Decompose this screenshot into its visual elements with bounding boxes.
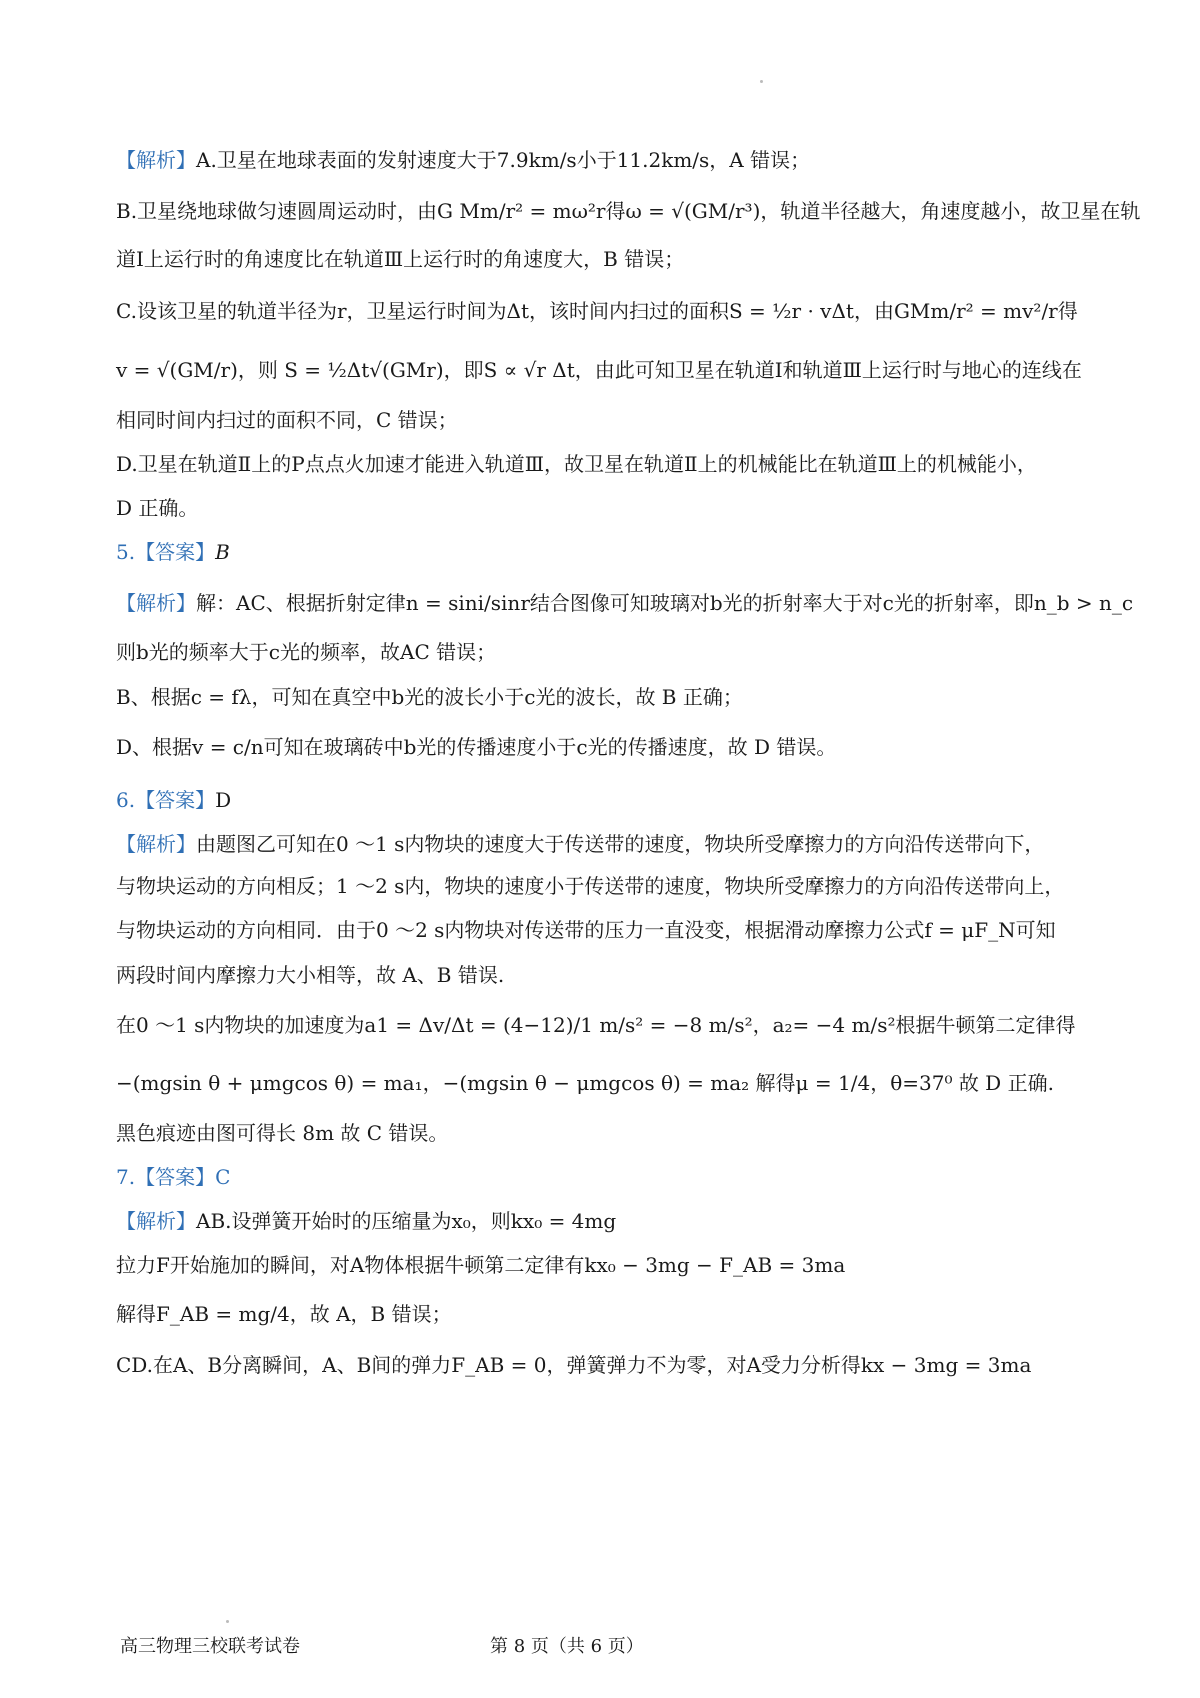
analysis-5-line-3 [116,682,743,712]
analysis-6-line-7 [116,1118,448,1148]
text: D、根据v = c/n可知在玻璃砖中b光的传播速度小于c光的传播速度，故 D 错误。 [116,735,837,759]
answer-5 [116,537,230,567]
analysis-6-line-2 [116,871,1064,901]
answer-7 [116,1162,230,1192]
text: B、根据c = fλ，可知在真空中b光的波长小于c光的波长，故 B 正确； [116,685,743,709]
analysis-5-line-2 [116,637,496,667]
text: 黑色痕迹由图可得长 8m 故 C 错误。 [116,1121,449,1145]
analysis-line-7 [116,449,1037,479]
analysis-tag: 【解析】 [116,832,196,856]
analysis-7-line-4 [116,1350,1031,1380]
answer-tag: 6.【答案】 [116,788,216,812]
text: 两段时间内摩擦力大小相等，故 A、B 错误. [116,963,505,987]
answer-tag: 5.【答案】 [116,540,216,564]
text: 与物块运动的方向相反；1 ～2 s内，物块的速度小于传送带的速度，物块所受摩擦力的方向沿传送带向上， [116,874,1065,898]
footer-title: 高三物理三校联考试卷 [120,1636,300,1657]
footer-page-number: 第 8 页（共 6 页） [490,1636,644,1657]
answer-value: D [215,788,232,812]
analysis-6-line-6 [116,1068,1054,1098]
analysis-6-line-4 [116,960,504,990]
analysis-6-line-1 [116,829,1044,859]
text: 由题图乙可知在0 ～1 s内物块的速度大于传送带的速度，物块所受摩擦力的方向沿传送带向下， [196,832,1045,856]
text: 相同时间内扫过的面积不同，C 错误； [116,408,458,432]
text: A.卫星在地球表面的发射速度大于7.9km/s小于11.2km/s，A 错误； [196,148,811,172]
analysis-6-line-3 [116,915,1056,945]
text: 与物块运动的方向相同．由于0 ～2 s内物块对传送带的压力一直没变，根据滑动摩擦力公式f = μF_N可知 [116,918,1056,942]
analysis-7-line-1 [116,1206,616,1236]
text: −(mgsin θ + μmgcos θ) = ma₁，−(mgsin θ − μmgcos θ) = ma₂ 解得μ = 1/4，θ=37⁰ 故 D 正确. [116,1071,1054,1095]
text: 拉力F开始施加的瞬间，对A物体根据牛顿第二定律有kx₀ − 3mg − F_AB = 3ma [116,1253,846,1277]
analysis-5-line-1 [116,588,1133,618]
analysis-line-2 [116,196,1140,226]
scan-dot [760,80,763,83]
text: D.卫星在轨道Ⅱ上的P点点火加速才能进入轨道Ⅲ，故卫星在轨道Ⅱ上的机械能比在轨道Ⅲ上的机械能小， [116,452,1037,476]
scan-dot [226,1620,229,1623]
analysis-line-4 [116,296,1078,326]
analysis-line-5 [116,355,1082,385]
analysis-6-line-5 [116,1010,1076,1040]
text: 则b光的频率大于c光的频率，故AC 错误； [116,640,497,664]
analysis-tag: 【解析】 [116,1209,196,1233]
text: 在0 ～1 s内物块的加速度为a1 = Δv/Δt = (4−12)/1 m/s² = −8 m/s²，a₂= −4 m/s²根据牛顿第二定律得 [116,1013,1076,1037]
analysis-line-3 [116,244,684,274]
text: 道Ⅰ上运行时的角速度比在轨道Ⅲ上运行时的角速度大，B 错误； [116,247,685,271]
text: v = √(GM/r)，则 S = ½Δt√(GMr)，即S ∝ √r Δt，由此可知卫星在轨道Ⅰ和轨道Ⅲ上运行时与地心的连线在 [116,358,1082,382]
analysis-line-8 [116,493,198,523]
answer-value: B [215,540,230,564]
text: B.卫星绕地球做匀速圆周运动时，由G Mm/r² = mω²r得ω = √(GM/r³)，轨道半径越大，角速度越小，故卫星在轨 [116,199,1141,223]
analysis-7-line-2 [116,1250,845,1280]
text: 解得F_AB = mg/4，故 A，B 错误； [116,1302,452,1326]
analysis-7-line-3 [116,1299,452,1329]
analysis-tag: 【解析】 [116,591,196,615]
text: 解：AC、根据折射定律n = sini/sinr结合图像可知玻璃对b光的折射率大于对c光的折射率，即n_b > n_c [196,591,1134,615]
text: D 正确。 [116,496,199,520]
text: AB.设弹簧开始时的压缩量为x₀，则kx₀ = 4mg [196,1209,617,1233]
answer-tag: 7.【答案】 [116,1165,216,1189]
text: CD.在A、B分离瞬间，A、B间的弹力F_AB = 0，弹簧弹力不为零，对A受力分析得kx − 3mg = 3ma [116,1353,1032,1377]
analysis-line-1 [116,145,810,175]
answer-value: C [215,1165,231,1189]
text: C.设该卫星的轨道半径为r，卫星运行时间为Δt，该时间内扫过的面积S = ½r · vΔt，由GMm/r² = mv²/r得 [116,299,1078,323]
analysis-line-6 [116,405,458,435]
answer-6 [116,785,231,815]
analysis-tag: 【解析】 [116,148,196,172]
analysis-5-line-4 [116,732,836,762]
